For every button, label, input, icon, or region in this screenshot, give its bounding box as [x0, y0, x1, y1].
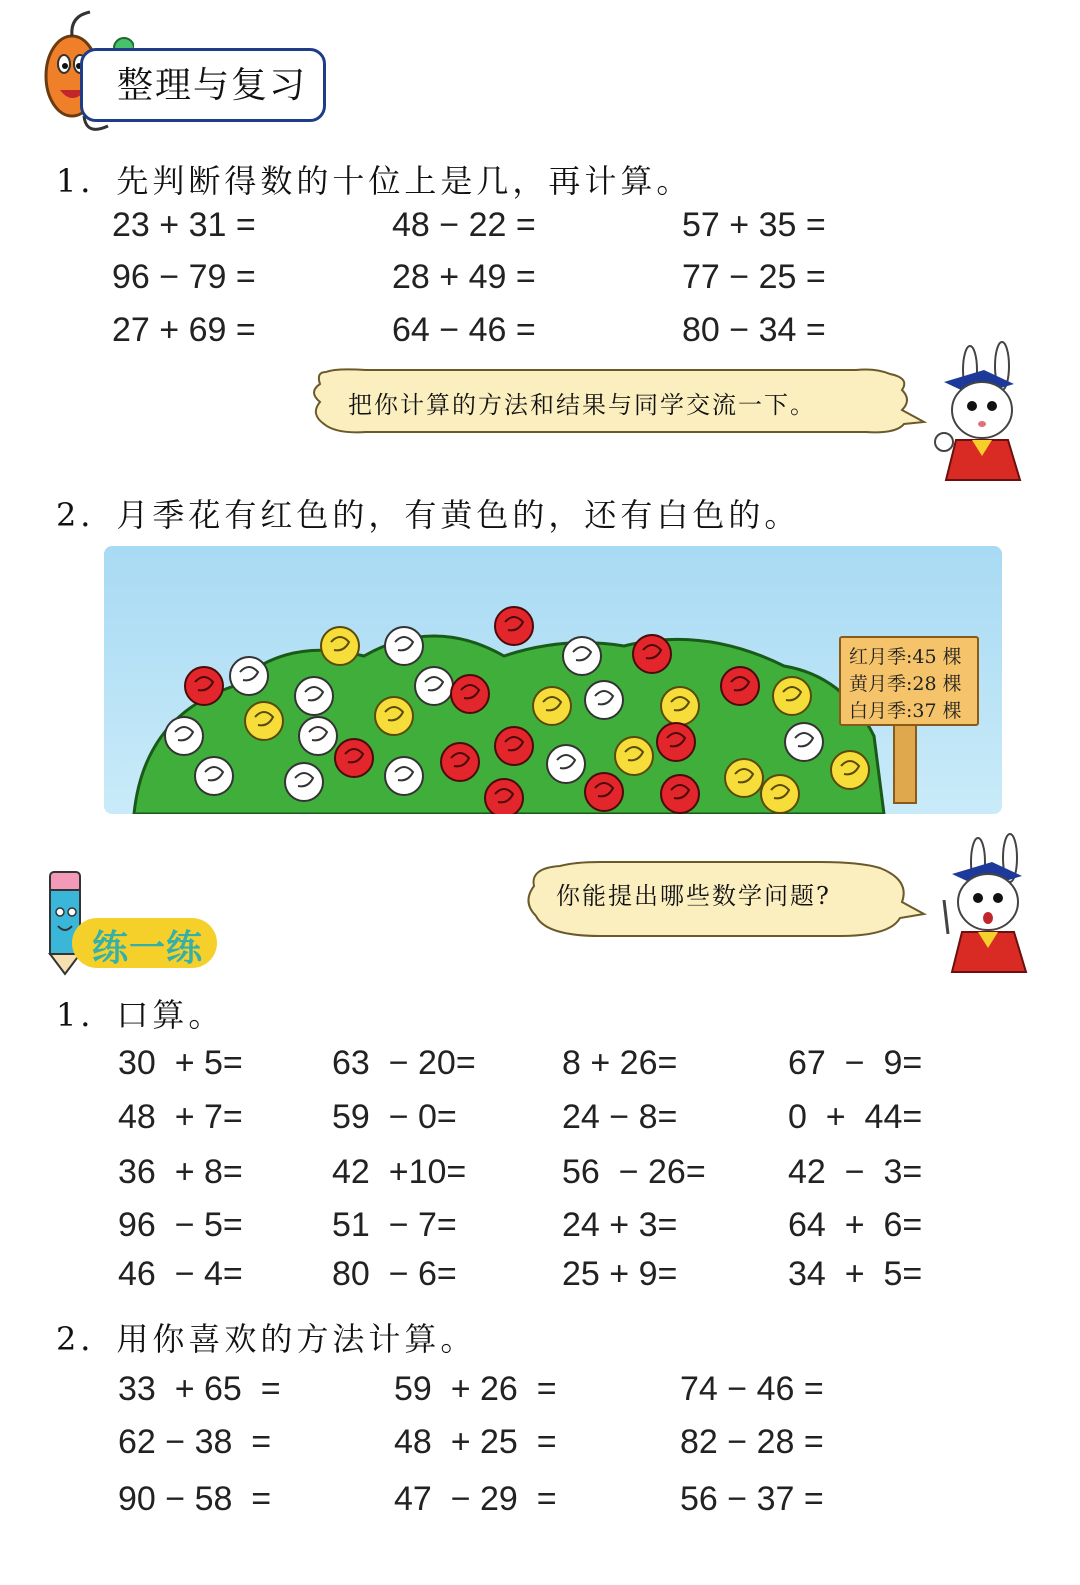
review-question-2-title: 2．月季花有红色的，有黄色的，还有白色的。: [56, 496, 801, 534]
review-q1-problem: 80 − 34 =: [682, 311, 826, 349]
rabbit-pointing-icon: [928, 830, 1036, 978]
section-title: 整理与复习: [117, 65, 308, 106]
practice-q1-problem: 67 − 9=: [788, 1044, 923, 1082]
practice-q1-problem: 48 + 7=: [118, 1098, 243, 1136]
practice-q2-problem: 82 − 28 =: [680, 1423, 824, 1461]
practice-q2-problem: 56 − 37 =: [680, 1480, 824, 1518]
practice-q1-problem: 51 − 7=: [332, 1206, 457, 1244]
practice-q1-problem: 56 − 26=: [562, 1153, 706, 1191]
practice-q1-problem: 59 − 0=: [332, 1098, 457, 1136]
review-q1-problem: 64 − 46 =: [392, 311, 536, 349]
speech-bubble-2-text: 你能提出哪些数学问题?: [556, 882, 831, 910]
sign-line-yellow: 黄月季:28 棵: [849, 673, 962, 695]
practice-q2-problem: 48 + 25 =: [394, 1423, 557, 1461]
practice-q1-problem: 36 + 8=: [118, 1153, 243, 1191]
practice-q1-problem: 80 − 6=: [332, 1255, 457, 1293]
practice-q1-problem: 0 + 44=: [788, 1098, 923, 1136]
practice-question-2-title: 2．用你喜欢的方法计算。: [56, 1320, 477, 1358]
practice-q1-problem: 24 − 8=: [562, 1098, 678, 1136]
speech-bubble-1-text: 把你计算的方法和结果与同学交流一下。: [348, 391, 816, 419]
review-q1-problem: 77 − 25 =: [682, 258, 826, 296]
sign-line-red: 红月季:45 棵: [849, 646, 962, 668]
review-q1-problem: 96 − 79 =: [112, 258, 256, 296]
practice-question-1-title: 1．口算。: [56, 996, 225, 1034]
sign-line-white: 白月季:37 棵: [849, 700, 962, 722]
practice-q2-problem: 62 − 38 =: [118, 1423, 272, 1461]
sign-post: [893, 720, 917, 804]
practice-q2-problem: 33 + 65 =: [118, 1370, 281, 1408]
review-q1-problem: 27 + 69 =: [112, 311, 256, 349]
practice-q1-problem: 64 + 6=: [788, 1206, 923, 1244]
practice-q2-problem: 90 − 58 =: [118, 1480, 272, 1518]
practice-q1-problem: 34 + 5=: [788, 1255, 923, 1293]
practice-label: 练一练: [92, 928, 204, 969]
practice-q1-problem: 8 + 26=: [562, 1044, 678, 1082]
practice-q1-problem: 24 + 3=: [562, 1206, 678, 1244]
practice-q1-problem: 63 − 20=: [332, 1044, 476, 1082]
rabbit-teacher-icon: [922, 340, 1034, 488]
practice-q2-problem: 47 − 29 =: [394, 1480, 557, 1518]
practice-q2-problem: 74 − 46 =: [680, 1370, 824, 1408]
review-q1-problem: 28 + 49 =: [392, 258, 536, 296]
rose-count-signboard: [839, 636, 979, 726]
practice-q2-problem: 59 + 26 =: [394, 1370, 557, 1408]
practice-q1-problem: 42 +10=: [332, 1153, 467, 1191]
practice-q1-problem: 46 − 4=: [118, 1255, 243, 1293]
review-q1-problem: 48 − 22 =: [392, 206, 536, 244]
practice-q1-problem: 96 − 5=: [118, 1206, 243, 1244]
review-q1-problem: 57 + 35 =: [682, 206, 826, 244]
practice-q1-problem: 25 + 9=: [562, 1255, 678, 1293]
review-question-1-title: 1．先判断得数的十位上是几，再计算。: [56, 162, 693, 200]
practice-q1-problem: 42 − 3=: [788, 1153, 923, 1191]
review-q1-problem: 23 + 31 =: [112, 206, 256, 244]
practice-q1-problem: 30 + 5=: [118, 1044, 243, 1082]
